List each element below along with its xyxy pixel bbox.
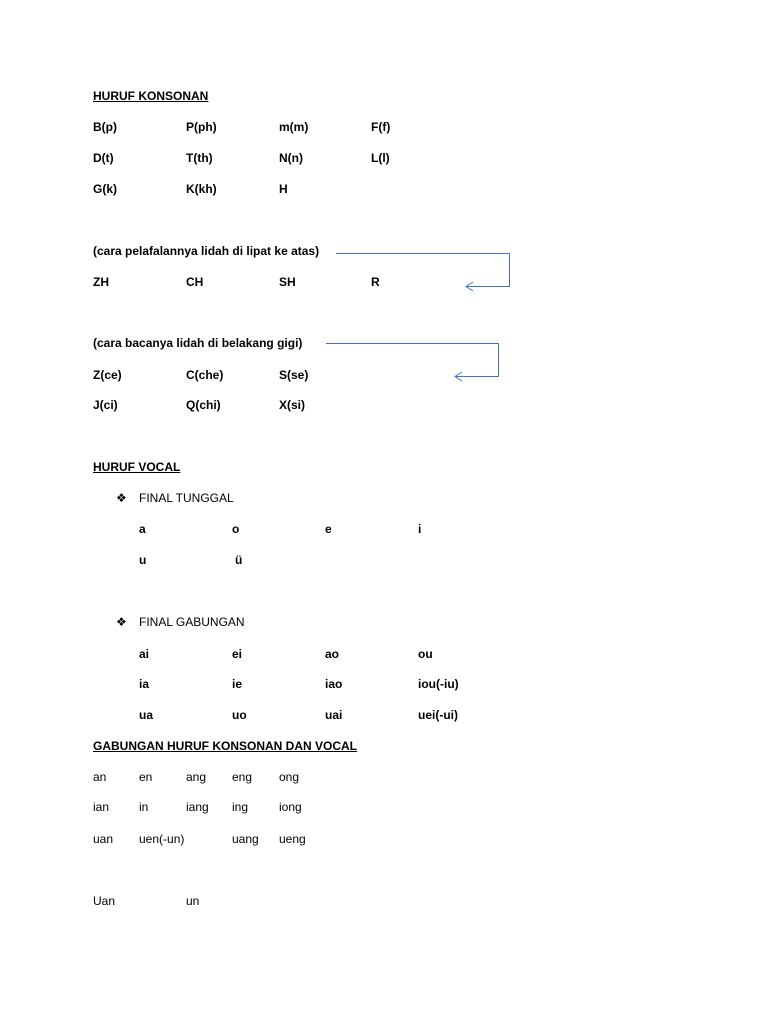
- compound-final-cell: uai: [325, 708, 343, 722]
- nasal-final-cell: ueng: [279, 832, 306, 846]
- heading-gabungan: GABUNGAN HURUF KONSONAN DAN VOCAL: [93, 739, 357, 753]
- konsonan-cell: L(l): [371, 151, 390, 165]
- arrow-lidah-lipat: [336, 254, 510, 292]
- vowel-cell: i: [418, 522, 422, 536]
- vowel-cell: u: [139, 553, 147, 567]
- nasal-final-cell: uan: [93, 832, 114, 846]
- arrowhead-icon: [455, 372, 462, 381]
- compound-final-cell: uei(-ui): [418, 708, 458, 722]
- retroflex-cell: R: [371, 275, 380, 289]
- nasal-final-cell: ian: [93, 800, 110, 814]
- vowel-cell: e: [325, 522, 332, 536]
- vowel-cell: a: [139, 522, 146, 536]
- final-tunggal-label: FINAL TUNGGAL: [139, 491, 234, 505]
- last-row-cell: un: [186, 894, 200, 908]
- compound-final-cell: iao: [325, 677, 343, 691]
- retroflex-cell: CH: [186, 275, 204, 289]
- compound-final-cell: ia: [139, 677, 150, 691]
- konsonan-cell: D(t): [93, 151, 114, 165]
- nasal-final-cell: ing: [232, 800, 249, 814]
- konsonan-cell: N(n): [279, 151, 303, 165]
- compound-final-cell: ai: [139, 647, 150, 661]
- compound-final-cell: ie: [232, 677, 243, 691]
- connector-line: [336, 254, 510, 287]
- diamond-bullet-icon: ❖: [116, 615, 127, 629]
- palatal-cell: J(ci): [93, 398, 118, 412]
- konsonan-cell: B(p): [93, 120, 117, 134]
- nasal-final-cell: ang: [186, 770, 207, 784]
- compound-final-cell: iou(-iu): [418, 677, 459, 691]
- konsonan-cell: T(th): [186, 151, 213, 165]
- konsonan-cell: P(ph): [186, 120, 217, 134]
- arrowhead-icon: [466, 282, 473, 291]
- heading-huruf-vocal: HURUF VOCAL: [93, 460, 181, 474]
- arrow-lidah-belakang: [326, 344, 499, 382]
- connector-line: [326, 344, 499, 377]
- nasal-final-cell: iong: [279, 800, 302, 814]
- note-lidah-lipat: (cara pelafalannya lidah di lipat ke atas): [93, 244, 320, 258]
- compound-final-cell: uo: [232, 708, 247, 722]
- dental-cell: Z(ce): [93, 368, 122, 382]
- dental-cell: S(se): [279, 368, 309, 382]
- retroflex-cell: SH: [279, 275, 296, 289]
- diamond-bullet-icon: ❖: [116, 491, 127, 505]
- konsonan-cell: m(m): [279, 120, 309, 134]
- nasal-final-cell: uen(-un): [139, 832, 185, 846]
- compound-final-cell: ua: [139, 708, 154, 722]
- retroflex-cell: ZH: [93, 275, 109, 289]
- konsonan-cell: F(f): [371, 120, 391, 134]
- konsonan-cell: K(kh): [186, 182, 217, 196]
- nasal-final-cell: in: [139, 800, 149, 814]
- vowel-cell: ü: [235, 553, 243, 567]
- compound-final-cell: ou: [418, 647, 433, 661]
- palatal-cell: Q(chi): [186, 398, 221, 412]
- konsonan-cell: H: [279, 182, 288, 196]
- nasal-final-cell: en: [139, 770, 153, 784]
- heading-huruf-konsonan: HURUF KONSONAN: [93, 89, 209, 103]
- note-lidah-belakang-gigi: (cara bacanya lidah di belakang gigi): [93, 336, 303, 350]
- konsonan-cell: G(k): [93, 182, 117, 196]
- nasal-final-cell: ong: [279, 770, 300, 784]
- nasal-final-cell: an: [93, 770, 107, 784]
- palatal-cell: X(si): [279, 398, 306, 412]
- last-row-cell: Uan: [93, 894, 116, 908]
- compound-final-cell: ei: [232, 647, 243, 661]
- nasal-final-cell: eng: [232, 770, 253, 784]
- nasal-final-cell: iang: [186, 800, 209, 814]
- compound-final-cell: ao: [325, 647, 340, 661]
- nasal-final-cell: uang: [232, 832, 259, 846]
- dental-cell: C(che): [186, 368, 224, 382]
- final-gabungan-label: FINAL GABUNGAN: [139, 615, 245, 629]
- vowel-cell: o: [232, 522, 240, 536]
